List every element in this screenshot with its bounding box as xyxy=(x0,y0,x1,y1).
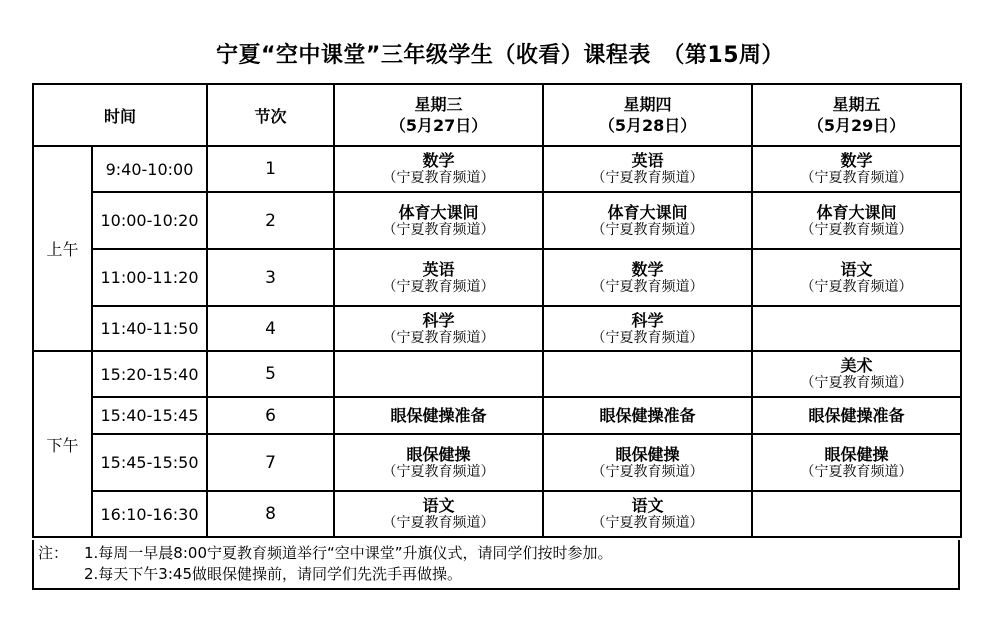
subject: 科学 xyxy=(422,310,455,330)
table-row xyxy=(33,491,961,537)
table-row xyxy=(33,249,961,306)
time-cell: 11:40-11:50 xyxy=(92,306,207,351)
channel: （宁夏教育频道） xyxy=(382,278,495,295)
subject: 语文 xyxy=(422,496,455,515)
channel: （宁夏教育频道） xyxy=(382,463,495,480)
course-cell xyxy=(334,397,543,434)
subject: 科学 xyxy=(631,310,664,330)
course-cell xyxy=(543,351,752,397)
notes-label: 注： xyxy=(38,544,69,562)
subject: 英语 xyxy=(631,151,664,170)
table-row xyxy=(33,397,961,434)
subject: 眼保健操准备 xyxy=(390,406,487,425)
course-cell xyxy=(752,306,961,351)
subject: 语文 xyxy=(840,259,873,279)
day-date: （5月28日） xyxy=(598,116,697,135)
header-day-wed xyxy=(334,84,543,146)
header-period: 节次 xyxy=(207,84,334,146)
period-cell: 7 xyxy=(207,434,334,491)
header-row xyxy=(33,84,961,146)
channel: （宁夏教育频道） xyxy=(591,278,704,295)
header-time: 时间 xyxy=(33,84,207,146)
day-date: （5月29日） xyxy=(807,116,906,135)
day-name: 星期五 xyxy=(832,95,881,114)
period-cell: 4 xyxy=(207,306,334,351)
course-cell xyxy=(543,306,752,351)
channel: （宁夏教育频道） xyxy=(800,221,913,238)
course-cell xyxy=(752,146,961,192)
channel: （宁夏教育频道） xyxy=(800,170,913,186)
course-cell xyxy=(334,192,543,249)
channel: （宁夏教育频道） xyxy=(800,463,913,480)
schedule-table xyxy=(32,83,962,538)
course-cell xyxy=(334,491,543,537)
period-cell: 6 xyxy=(207,397,334,434)
time-cell: 15:40-15:45 xyxy=(92,397,207,434)
table-row xyxy=(33,306,961,351)
period-cell: 2 xyxy=(207,192,334,249)
course-cell xyxy=(334,351,543,397)
time-cell: 10:00-10:20 xyxy=(92,192,207,249)
day-name: 星期四 xyxy=(623,95,672,114)
course-cell xyxy=(334,249,543,306)
time-cell: 15:20-15:40 xyxy=(92,351,207,397)
header-day-thu xyxy=(543,84,752,146)
subject: 眼保健操准备 xyxy=(808,406,905,425)
course-cell xyxy=(752,397,961,434)
channel: （宁夏教育频道） xyxy=(382,221,495,238)
channel: （宁夏教育频道） xyxy=(591,515,704,531)
subject: 体育大课间 xyxy=(398,202,479,222)
course-cell xyxy=(334,434,543,491)
table-row xyxy=(33,192,961,249)
channel: （宁夏教育频道） xyxy=(800,375,913,391)
subject: 眼保健操 xyxy=(615,444,680,464)
note-item: 1.每周一早晨8:00宁夏教育频道举行“空中课堂”升旗仪式，请同学们按时参加。 xyxy=(84,544,613,562)
table-row xyxy=(33,434,961,491)
course-cell xyxy=(543,192,752,249)
note-item: 2.每天下午3:45做眼保健操前，请同学们先洗手再做操。 xyxy=(84,565,462,583)
course-cell xyxy=(543,397,752,434)
channel: （宁夏教育频道） xyxy=(382,329,495,346)
course-cell xyxy=(334,146,543,192)
channel: （宁夏教育频道） xyxy=(591,221,704,238)
subject: 眼保健操 xyxy=(824,444,889,464)
subject: 美术 xyxy=(840,356,873,375)
table-row xyxy=(33,351,961,397)
notes-box xyxy=(32,540,960,590)
period-cell: 1 xyxy=(207,146,334,192)
course-cell xyxy=(752,491,961,537)
header-day-fri xyxy=(752,84,961,146)
time-cell: 11:00-11:20 xyxy=(92,249,207,306)
course-cell xyxy=(543,434,752,491)
time-cell: 9:40-10:00 xyxy=(92,146,207,192)
time-cell: 16:10-16:30 xyxy=(92,491,207,537)
course-cell xyxy=(752,434,961,491)
subject: 数学 xyxy=(840,151,873,170)
course-cell xyxy=(543,146,752,192)
day-date: （5月27日） xyxy=(389,116,488,135)
time-cell: 15:45-15:50 xyxy=(92,434,207,491)
course-cell xyxy=(752,192,961,249)
subject: 体育大课间 xyxy=(607,202,688,222)
channel: （宁夏教育频道） xyxy=(382,170,495,186)
subject: 眼保健操准备 xyxy=(599,406,696,425)
period-cell: 8 xyxy=(207,491,334,537)
subject: 语文 xyxy=(631,496,664,515)
course-cell xyxy=(543,491,752,537)
subject: 体育大课间 xyxy=(816,202,897,222)
page-title: 宁夏“空中课堂”三年级学生（收看）课程表 （第15周） xyxy=(215,43,785,68)
subject: 数学 xyxy=(631,259,664,279)
half-day-am: 上午 xyxy=(33,146,92,351)
course-cell xyxy=(543,249,752,306)
course-cell xyxy=(752,351,961,397)
period-cell: 3 xyxy=(207,249,334,306)
half-day-pm: 下午 xyxy=(33,351,92,537)
channel: （宁夏教育频道） xyxy=(382,515,495,531)
day-name: 星期三 xyxy=(414,95,463,114)
channel: （宁夏教育频道） xyxy=(591,329,704,346)
subject: 数学 xyxy=(422,151,455,170)
table-row xyxy=(33,146,961,192)
channel: （宁夏教育频道） xyxy=(591,463,704,480)
period-cell: 5 xyxy=(207,351,334,397)
channel: （宁夏教育频道） xyxy=(800,278,913,295)
course-cell xyxy=(334,306,543,351)
subject: 眼保健操 xyxy=(406,444,471,464)
course-cell xyxy=(752,249,961,306)
channel: （宁夏教育频道） xyxy=(591,170,704,186)
subject: 英语 xyxy=(422,259,455,279)
